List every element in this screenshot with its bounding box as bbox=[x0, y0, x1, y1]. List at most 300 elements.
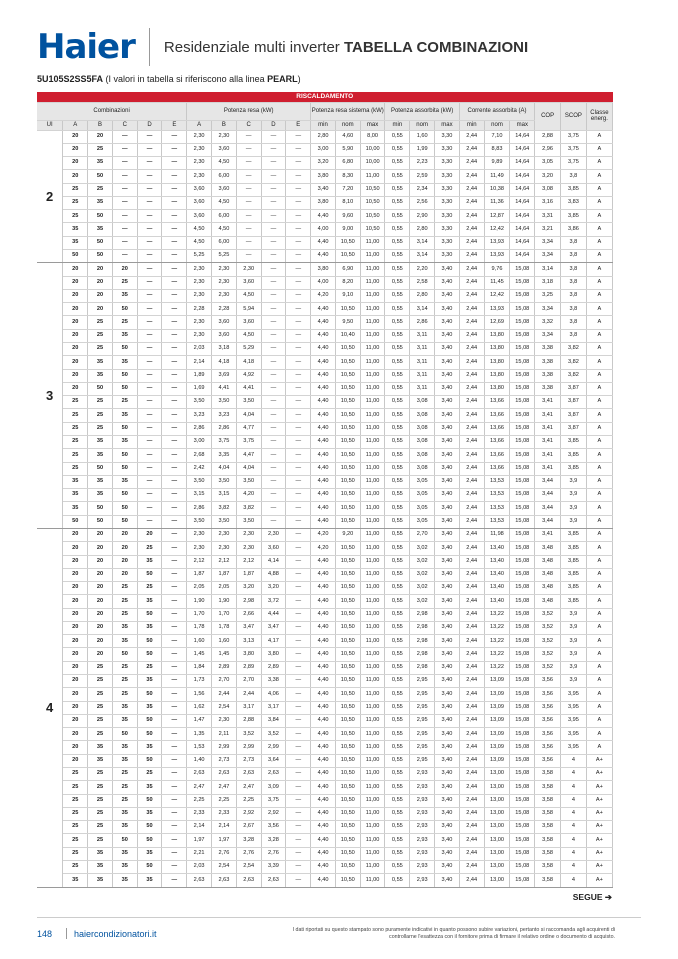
table-cell: — bbox=[261, 210, 286, 223]
table-cell: 15,08 bbox=[510, 462, 535, 475]
table-cell: — bbox=[286, 263, 311, 276]
table-cell: 2,30 bbox=[187, 276, 212, 289]
table-cell: 50 bbox=[112, 382, 137, 395]
table-cell: 11,00 bbox=[360, 329, 385, 342]
table-cell: 0,55 bbox=[385, 502, 410, 515]
table-cell: 0,55 bbox=[385, 794, 410, 807]
table-cell: 3,15 bbox=[212, 489, 237, 502]
table-cell: 20 bbox=[63, 528, 88, 541]
table-cell: 2,63 bbox=[261, 874, 286, 887]
table-cell: 3,11 bbox=[410, 369, 435, 382]
table-cell: — bbox=[162, 157, 187, 170]
table-cell: 3,17 bbox=[236, 701, 261, 714]
table-cell: 3,40 bbox=[435, 449, 460, 462]
table-cell: 13,00 bbox=[484, 834, 510, 847]
table-cell: — bbox=[162, 515, 187, 528]
table-cell: 5,25 bbox=[212, 250, 237, 263]
table-cell: 2,92 bbox=[236, 807, 261, 820]
table-cell: 2,86 bbox=[187, 422, 212, 435]
table-cell: — bbox=[162, 409, 187, 422]
table-cell: 15,08 bbox=[510, 276, 535, 289]
table-cell: — bbox=[261, 289, 286, 302]
table-cell: 3,56 bbox=[535, 688, 561, 701]
table-cell: — bbox=[162, 675, 187, 688]
table-cell: 4 bbox=[561, 874, 587, 887]
table-cell: — bbox=[162, 475, 187, 488]
table-cell: 25 bbox=[112, 276, 137, 289]
table-cell: 2,80 bbox=[410, 289, 435, 302]
model-note-pre: (I valori in tabella si riferiscono alla linea bbox=[103, 74, 268, 84]
table-cell: 50 bbox=[112, 369, 137, 382]
table-cell: — bbox=[261, 449, 286, 462]
table-cell: — bbox=[286, 130, 311, 143]
website-link[interactable]: haiercondizionatori.it bbox=[74, 929, 157, 939]
table-cell: 3,40 bbox=[435, 635, 460, 648]
table-cell: 2,63 bbox=[212, 768, 237, 781]
table-cell: 3,75 bbox=[261, 794, 286, 807]
table-cell: 3,30 bbox=[435, 130, 460, 143]
table-cell: 1,70 bbox=[212, 608, 237, 621]
table-cell: 20 bbox=[63, 276, 88, 289]
table-cell: 2,95 bbox=[410, 701, 435, 714]
table-cell: 11,00 bbox=[360, 396, 385, 409]
table-cell: 0,55 bbox=[385, 210, 410, 223]
table-cell: 3,95 bbox=[561, 714, 587, 727]
table-cell: — bbox=[162, 502, 187, 515]
table-cell: 15,08 bbox=[510, 475, 535, 488]
table-cell: A bbox=[586, 675, 612, 688]
table-cell: 11,00 bbox=[360, 382, 385, 395]
table-row bbox=[37, 316, 613, 329]
table-cell: 3,40 bbox=[435, 356, 460, 369]
table-cell: 3,05 bbox=[535, 157, 561, 170]
table-cell: 4,40 bbox=[311, 462, 336, 475]
table-cell: 0,55 bbox=[385, 714, 410, 727]
table-cell: 3,9 bbox=[561, 475, 587, 488]
table-cell: 2,44 bbox=[459, 289, 484, 302]
table-cell: 11,00 bbox=[360, 754, 385, 767]
table-cell: — bbox=[261, 236, 286, 249]
table-cell: 3,40 bbox=[435, 276, 460, 289]
indoor-unit-count: 4 bbox=[37, 528, 63, 887]
table-cell: 15,08 bbox=[510, 648, 535, 661]
table-cell: 3,60 bbox=[236, 276, 261, 289]
table-cell: 3,35 bbox=[212, 449, 237, 462]
table-cell: 2,99 bbox=[236, 741, 261, 754]
table-cell: — bbox=[162, 595, 187, 608]
table-cell: 13,22 bbox=[484, 621, 510, 634]
table-cell: 11,00 bbox=[360, 409, 385, 422]
table-cell: 3,52 bbox=[535, 608, 561, 621]
table-cell: — bbox=[137, 435, 162, 448]
table-cell: 3,80 bbox=[311, 170, 336, 183]
table-cell: 2,25 bbox=[212, 794, 237, 807]
table-cell: 3,72 bbox=[261, 595, 286, 608]
table-cell: 13,40 bbox=[484, 555, 510, 568]
table-cell: 3,40 bbox=[435, 422, 460, 435]
table-cell: — bbox=[112, 130, 137, 143]
table-cell: 3,40 bbox=[435, 582, 460, 595]
table-cell: 3,8 bbox=[561, 303, 587, 316]
table-cell: — bbox=[137, 223, 162, 236]
table-cell: 11,00 bbox=[360, 515, 385, 528]
table-cell: A+ bbox=[586, 847, 612, 860]
table-cell: 10,50 bbox=[335, 661, 360, 674]
table-cell: 3,50 bbox=[236, 475, 261, 488]
table-cell: 0,55 bbox=[385, 568, 410, 581]
table-cell: 3,40 bbox=[435, 794, 460, 807]
table-cell: 3,30 bbox=[435, 183, 460, 196]
table-cell: 20 bbox=[63, 568, 88, 581]
table-cell: 3,56 bbox=[535, 701, 561, 714]
table-cell: — bbox=[162, 528, 187, 541]
table-cell: — bbox=[162, 183, 187, 196]
table-cell: 2,25 bbox=[187, 794, 212, 807]
table-cell: 15,08 bbox=[510, 834, 535, 847]
table-cell: 4,40 bbox=[311, 688, 336, 701]
table-cell: 11,00 bbox=[360, 489, 385, 502]
table-cell: — bbox=[137, 409, 162, 422]
table-cell: — bbox=[261, 223, 286, 236]
table-cell: — bbox=[261, 157, 286, 170]
table-cell: 2,44 bbox=[459, 223, 484, 236]
table-cell: 25 bbox=[63, 781, 88, 794]
table-cell: 3,20 bbox=[311, 157, 336, 170]
table-cell: — bbox=[286, 555, 311, 568]
table-cell: — bbox=[286, 781, 311, 794]
table-cell: — bbox=[162, 688, 187, 701]
table-cell: 3,84 bbox=[261, 714, 286, 727]
table-cell: 0,55 bbox=[385, 422, 410, 435]
table-cell: — bbox=[137, 183, 162, 196]
table-cell: — bbox=[162, 701, 187, 714]
table-cell: 15,08 bbox=[510, 449, 535, 462]
table-cell: 2,44 bbox=[459, 595, 484, 608]
table-cell: — bbox=[286, 595, 311, 608]
table-cell: 2,44 bbox=[459, 210, 484, 223]
table-cell: — bbox=[261, 502, 286, 515]
table-cell: 50 bbox=[112, 648, 137, 661]
table-cell: 3,50 bbox=[236, 515, 261, 528]
table-cell: 2,44 bbox=[459, 794, 484, 807]
table-cell: 50 bbox=[137, 860, 162, 873]
table-cell: 6,00 bbox=[212, 236, 237, 249]
table-cell: — bbox=[162, 582, 187, 595]
table-cell: 3,50 bbox=[212, 475, 237, 488]
table-cell: A bbox=[586, 422, 612, 435]
table-cell: 0,55 bbox=[385, 847, 410, 860]
table-cell: 0,55 bbox=[385, 489, 410, 502]
table-cell: 50 bbox=[137, 635, 162, 648]
table-cell: A bbox=[586, 582, 612, 595]
table-cell: — bbox=[286, 874, 311, 887]
table-cell: 4,40 bbox=[311, 728, 336, 741]
table-cell: — bbox=[162, 396, 187, 409]
table-cell: 0,55 bbox=[385, 223, 410, 236]
table-cell: 0,55 bbox=[385, 143, 410, 156]
table-cell: — bbox=[112, 250, 137, 263]
table-cell: 3,87 bbox=[561, 409, 587, 422]
table-cell: 3,56 bbox=[535, 741, 561, 754]
table-cell: 0,55 bbox=[385, 183, 410, 196]
table-row bbox=[37, 449, 613, 462]
table-cell: — bbox=[286, 170, 311, 183]
table-cell: 11,00 bbox=[360, 728, 385, 741]
table-cell: 2,44 bbox=[459, 196, 484, 209]
table-cell: 50 bbox=[137, 688, 162, 701]
table-cell: 20 bbox=[63, 754, 88, 767]
table-cell: 3,48 bbox=[535, 542, 561, 555]
table-cell: 1,97 bbox=[187, 834, 212, 847]
table-cell: 11,00 bbox=[360, 276, 385, 289]
table-cell: A bbox=[586, 728, 612, 741]
table-cell: 2,44 bbox=[459, 435, 484, 448]
table-cell: 1,70 bbox=[187, 608, 212, 621]
table-cell: 50 bbox=[63, 250, 88, 263]
table-cell: 10,50 bbox=[335, 821, 360, 834]
table-cell: 3,41 bbox=[535, 396, 561, 409]
table-cell: 3,30 bbox=[435, 250, 460, 263]
page-title-bold: TABELLA COMBINAZIONI bbox=[343, 38, 529, 56]
model-code: 5U105S2SS5FA bbox=[37, 74, 104, 84]
table-cell: 6,80 bbox=[335, 157, 360, 170]
table-cell: 25 bbox=[63, 807, 88, 820]
table-cell: 10,50 bbox=[335, 675, 360, 688]
table-cell: — bbox=[286, 528, 311, 541]
table-cell: 3,87 bbox=[561, 396, 587, 409]
table-cell: 4,40 bbox=[311, 847, 336, 860]
table-cell: 50 bbox=[112, 489, 137, 502]
table-cell: 9,00 bbox=[335, 223, 360, 236]
table-cell: 0,55 bbox=[385, 196, 410, 209]
table-cell: 11,00 bbox=[360, 635, 385, 648]
table-cell: 3,60 bbox=[212, 143, 237, 156]
table-row bbox=[37, 329, 613, 342]
table-cell: 20 bbox=[112, 555, 137, 568]
table-cell: 35 bbox=[88, 449, 113, 462]
table-cell: 2,11 bbox=[212, 728, 237, 741]
table-cell: 1,60 bbox=[187, 635, 212, 648]
table-cell: 20 bbox=[88, 568, 113, 581]
table-cell: — bbox=[236, 236, 261, 249]
table-cell: 4,14 bbox=[261, 555, 286, 568]
table-cell: 3,18 bbox=[212, 343, 237, 356]
table-cell: 13,22 bbox=[484, 648, 510, 661]
table-cell: 11,00 bbox=[360, 847, 385, 860]
table-cell: 13,80 bbox=[484, 382, 510, 395]
table-cell: 10,50 bbox=[335, 834, 360, 847]
table-cell: — bbox=[162, 834, 187, 847]
table-cell: 4,40 bbox=[311, 329, 336, 342]
table-cell: 2,99 bbox=[212, 741, 237, 754]
table-cell: 35 bbox=[137, 555, 162, 568]
table-cell: 1,84 bbox=[187, 661, 212, 674]
table-cell: 0,55 bbox=[385, 157, 410, 170]
table-cell: 35 bbox=[88, 741, 113, 754]
table-cell: 11,00 bbox=[360, 768, 385, 781]
table-cell: 10,50 bbox=[335, 714, 360, 727]
table-cell: 2,30 bbox=[212, 263, 237, 276]
table-cell: 3,02 bbox=[410, 595, 435, 608]
table-cell: 13,40 bbox=[484, 595, 510, 608]
table-cell: 0,55 bbox=[385, 462, 410, 475]
table-cell: 25 bbox=[63, 409, 88, 422]
table-cell: 35 bbox=[112, 754, 137, 767]
table-cell: — bbox=[137, 170, 162, 183]
haier-logo: Haier bbox=[37, 27, 135, 67]
table-cell: 2,44 bbox=[459, 130, 484, 143]
table-cell: 2,44 bbox=[459, 768, 484, 781]
table-cell: 15,08 bbox=[510, 661, 535, 674]
table-cell: — bbox=[162, 250, 187, 263]
table-cell: 10,50 bbox=[335, 781, 360, 794]
table-cell: 2,14 bbox=[212, 821, 237, 834]
table-cell: A bbox=[586, 608, 612, 621]
table-cell: 1,97 bbox=[212, 834, 237, 847]
group-corrente-assorbita: Corrente assorbita (A) bbox=[459, 102, 534, 120]
table-cell: 15,08 bbox=[510, 701, 535, 714]
table-cell: 50 bbox=[112, 728, 137, 741]
table-cell: 3,00 bbox=[311, 143, 336, 156]
table-cell: 3,40 bbox=[435, 263, 460, 276]
table-cell: 3,82 bbox=[561, 356, 587, 369]
table-cell: 3,30 bbox=[435, 157, 460, 170]
table-cell: 3,40 bbox=[435, 648, 460, 661]
table-cell: 2,30 bbox=[187, 316, 212, 329]
table-cell: 35 bbox=[88, 435, 113, 448]
table-cell: 3,58 bbox=[535, 860, 561, 873]
table-cell: 35 bbox=[112, 356, 137, 369]
table-cell: 50 bbox=[88, 250, 113, 263]
table-cell: 15,08 bbox=[510, 768, 535, 781]
table-cell: — bbox=[286, 860, 311, 873]
table-cell: 3,60 bbox=[187, 210, 212, 223]
table-cell: A bbox=[586, 250, 612, 263]
table-cell: 4,40 bbox=[311, 356, 336, 369]
table-cell: 2,42 bbox=[187, 462, 212, 475]
table-cell: 25 bbox=[63, 449, 88, 462]
table-row bbox=[37, 223, 613, 236]
subheader-cell: E bbox=[162, 120, 187, 130]
table-cell: — bbox=[162, 714, 187, 727]
table-cell: 3,95 bbox=[561, 688, 587, 701]
table-cell: 9,60 bbox=[335, 210, 360, 223]
table-cell: 3,44 bbox=[535, 489, 561, 502]
table-cell: — bbox=[286, 834, 311, 847]
table-cell: 35 bbox=[63, 223, 88, 236]
table-cell: — bbox=[162, 807, 187, 820]
table-cell: — bbox=[286, 183, 311, 196]
table-cell: 20 bbox=[88, 635, 113, 648]
model-line bbox=[37, 74, 301, 84]
table-cell: A+ bbox=[586, 754, 612, 767]
table-cell: A+ bbox=[586, 781, 612, 794]
table-cell: 0,55 bbox=[385, 675, 410, 688]
group-scop: SCOP bbox=[561, 102, 587, 130]
segue-label: SEGUE ➔ bbox=[572, 892, 612, 902]
table-cell: 25 bbox=[88, 409, 113, 422]
table-cell: 3,40 bbox=[435, 714, 460, 727]
table-cell: 3,11 bbox=[410, 343, 435, 356]
table-cell: A bbox=[586, 661, 612, 674]
table-cell: 35 bbox=[112, 435, 137, 448]
table-cell: — bbox=[261, 515, 286, 528]
table-cell: 35 bbox=[63, 236, 88, 249]
table-cell: — bbox=[261, 489, 286, 502]
table-cell: 35 bbox=[112, 714, 137, 727]
table-cell: 25 bbox=[88, 675, 113, 688]
table-cell: 2,67 bbox=[236, 821, 261, 834]
table-cell: 50 bbox=[137, 568, 162, 581]
table-cell: 9,89 bbox=[484, 157, 510, 170]
table-cell: 10,50 bbox=[335, 794, 360, 807]
table-cell: 2,88 bbox=[535, 130, 561, 143]
table-cell: 2,76 bbox=[212, 847, 237, 860]
table-cell: 3,85 bbox=[561, 555, 587, 568]
table-cell: 13,80 bbox=[484, 369, 510, 382]
table-cell: — bbox=[137, 515, 162, 528]
table-cell: 13,00 bbox=[484, 874, 510, 887]
table-cell: 3,85 bbox=[561, 210, 587, 223]
table-cell: 3,82 bbox=[561, 343, 587, 356]
table-cell: 3,40 bbox=[435, 528, 460, 541]
table-cell: — bbox=[162, 794, 187, 807]
table-cell: — bbox=[261, 276, 286, 289]
table-cell: 15,08 bbox=[510, 608, 535, 621]
table-cell: — bbox=[261, 475, 286, 488]
table-cell: 2,95 bbox=[410, 728, 435, 741]
table-cell: 4,40 bbox=[311, 515, 336, 528]
table-cell: 3,52 bbox=[535, 661, 561, 674]
table-cell: 2,44 bbox=[459, 661, 484, 674]
table-cell: 25 bbox=[88, 183, 113, 196]
table-cell: 2,73 bbox=[212, 754, 237, 767]
table-cell: 50 bbox=[137, 714, 162, 727]
table-cell: 2,30 bbox=[187, 329, 212, 342]
table-cell: — bbox=[261, 183, 286, 196]
table-cell: 3,02 bbox=[410, 555, 435, 568]
table-cell: 50 bbox=[88, 502, 113, 515]
table-cell: 2,68 bbox=[187, 449, 212, 462]
table-cell: 4,47 bbox=[236, 449, 261, 462]
table-cell: 15,08 bbox=[510, 728, 535, 741]
table-cell: 15,08 bbox=[510, 874, 535, 887]
table-cell: A+ bbox=[586, 768, 612, 781]
table-cell: 8,00 bbox=[360, 130, 385, 143]
table-cell: 10,50 bbox=[335, 356, 360, 369]
table-cell: 0,55 bbox=[385, 807, 410, 820]
model-note-line: PEARL bbox=[267, 74, 298, 84]
table-cell: 2,44 bbox=[459, 356, 484, 369]
table-cell: 3,9 bbox=[561, 675, 587, 688]
table-row bbox=[37, 741, 613, 754]
table-cell: — bbox=[162, 568, 187, 581]
table-cell: 10,50 bbox=[335, 475, 360, 488]
table-cell: — bbox=[137, 276, 162, 289]
table-cell: A bbox=[586, 542, 612, 555]
table-cell: 15,08 bbox=[510, 263, 535, 276]
table-cell: 2,95 bbox=[410, 741, 435, 754]
table-row bbox=[37, 236, 613, 249]
table-cell: 20 bbox=[88, 648, 113, 661]
table-cell: 20 bbox=[63, 675, 88, 688]
table-cell: 25 bbox=[112, 768, 137, 781]
table-cell: 50 bbox=[137, 794, 162, 807]
table-cell: — bbox=[137, 356, 162, 369]
table-cell: 13,66 bbox=[484, 435, 510, 448]
table-cell: 2,98 bbox=[410, 661, 435, 674]
table-cell: 4,40 bbox=[311, 316, 336, 329]
